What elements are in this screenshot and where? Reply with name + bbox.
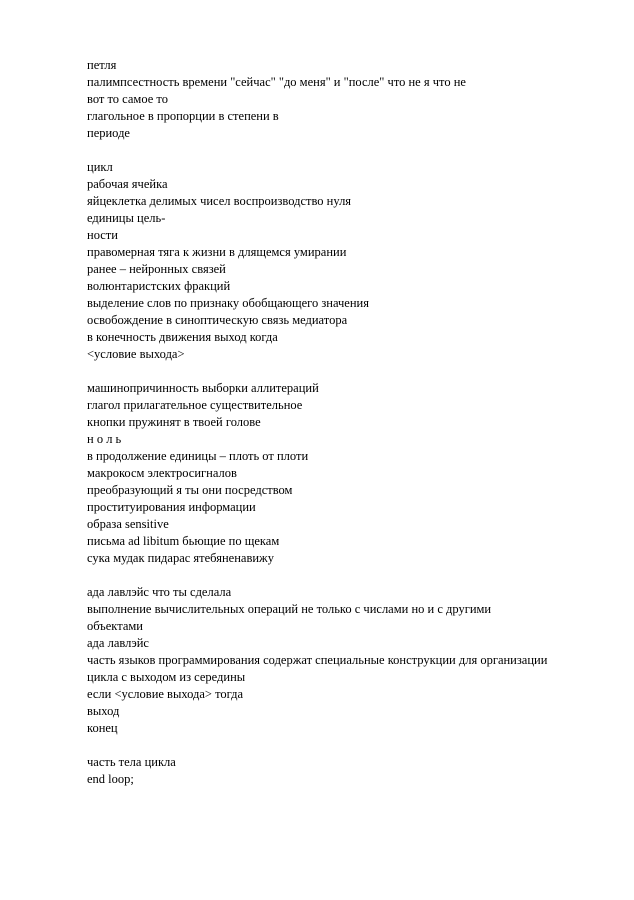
text-line: единицы цель- [87,211,166,225]
text-line: ада лавлэйс [87,636,149,650]
text-line: глагольное в пропорции в степени в [87,109,279,123]
text-line: глагол прилагательное существительное [87,398,303,412]
text-line: объектами [87,619,143,633]
text-line: рабочая ячейка [87,177,168,191]
text-line: ранее – нейронных связей [87,262,226,276]
text-line: ада лавлэйс что ты сделала [87,585,232,599]
stanza-2 [87,159,607,363]
text-line: ности [87,228,118,242]
text-line: если <условие выхода> тогда [87,687,244,701]
text-line: проституирования информации [87,500,256,514]
text-line: образа sensitive [87,517,169,531]
text-line: цикла с выходом из середины [87,670,246,684]
text-line: преобразующий я ты они посредством [87,483,293,497]
text-line: машинопричинность выборки аллитераций [87,381,319,395]
text-line: в конечность движения выход когда [87,330,278,344]
poem-text [87,57,607,788]
stanza-4 [87,584,607,737]
text-line: макрокосм электросигналов [87,466,237,480]
text-line: освобождение в синоптическую связь медиатора [87,313,348,327]
text-line: периоде [87,126,130,140]
text-line: цикл [87,160,113,174]
text-line: волюнтаристских фракций [87,279,231,293]
text-line: кнопки пружинят в твоей голове [87,415,261,429]
stanza-5 [87,754,607,788]
text-line: <условие выхода> [87,347,185,361]
text-line: в продолжение единицы – плоть от плоти [87,449,309,463]
text-line: end loop; [87,772,134,786]
text-line: н о л ь [87,432,122,446]
stanza-3 [87,380,607,567]
text-line: сука мудак пидарас ятебяненавижу [87,551,274,565]
text-line: часть тела цикла [87,755,176,769]
text-line: выполнение вычислительных операций не только с числами но и с другими [87,602,492,616]
text-line: правомерная тяга к жизни в длящемся умирании [87,245,347,259]
text-line: часть языков программирования содержат специальные конструкции для организации [87,653,548,667]
text-line: палимпсестность времени "сейчас" "до меня" и "после" что не я что не [87,75,466,89]
text-line: конец [87,721,118,735]
text-line: письма ad libitum бьющие по щекам [87,534,280,548]
text-line: яйцеклетка делимых чисел воспроизводство нуля [87,194,352,208]
text-line: выход [87,704,120,718]
text-line: петля [87,58,117,72]
text-line: вот то самое то [87,92,168,106]
stanza-1 [87,57,607,142]
text-line: выделение слов по признаку обобщающего значения [87,296,369,310]
